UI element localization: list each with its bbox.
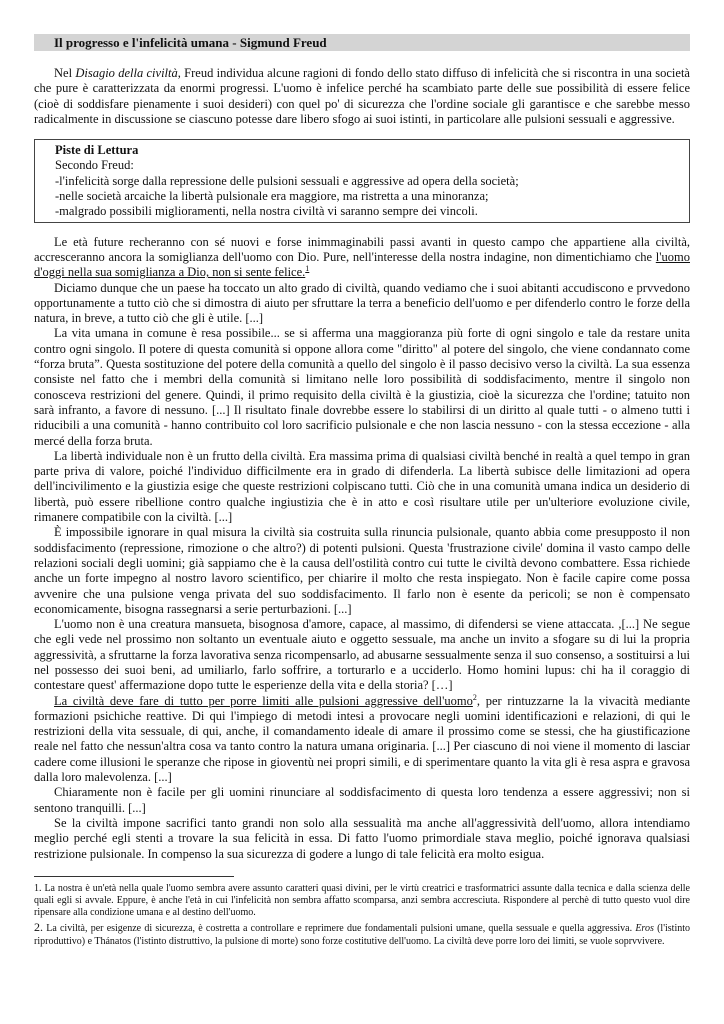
footnote-ref-2[interactable]: 2 xyxy=(472,692,477,702)
paragraph-text: Le età future recheranno con sé nuovi e forse inimmaginabili passi avanti in questo campo che appartiene alla civiltà, accresceranno ancora la somiglianza dell'uomo con Dio. Pure, nell'interesse della nostra indagine, non dimentichiamo che xyxy=(34,234,690,264)
body-paragraph-9: Se la civiltà impone sacrifici tanto grandi non solo alla sessualità ma anche all'aggressività dell'uomo, allora intendiamo meglio perché egli stenti a trovare la sua felicità in essa. Di fatto l'uomo primordiale stava meglio, poiché ignorava qualsiasi restrizione pulsionale. In compenso la sua sicurezza di godere a lungo di tale felicità era molto esigua. xyxy=(34,815,690,861)
footnote-1 xyxy=(34,883,690,920)
intro-pre: Nel xyxy=(54,66,76,80)
reading-guide-subtitle: Secondo Freud: xyxy=(55,158,134,173)
body-paragraph-6: L'uomo non è una creatura mansueta, bisognosa d'amore, capace, al massimo, di difendersi se viene attaccata. ,[...] Ne segue che egli vede nel prossimo non soltanto un eventuale aiuto e oggetto sessuale, ma anche un invito a sfogare su di lui la propria aggressività, a sfruttarne la forza lavorativa senza ricompensarlo, ad abusarne sessualmente senza il suo consenso, a sostituirsi a lui nel possesso dei suoi beni, ad umiliarlo, farlo soffrire, a torturarlo e a ucciderlo. Homo homini lupus: chi ha il coraggio di contestare quest' affermazione dopo tutte le esperienze della vita e della storia? […] xyxy=(34,617,690,693)
reading-guide-title: Piste di Lettura xyxy=(55,143,139,158)
footnote-text: (l'istinto riproduttivo) e Thánatos (l'istinto distruttivo, la pulsione di morte) sono forze costitutive dell'uomo. La civiltà deve porre loro dei limiti, se vuole soprvvivere. xyxy=(34,923,690,947)
paragraph-text: , per rintuzzarne la la vivacità mediante formazioni psichiche reattive. Di qui l'impiego di metodi intesi a provocare negli uomini identificazioni e relazioni, di qui le restrizioni della vita sessuale, di qui, anche, il comandamento ideale di amare il prossimo come se stessi, che ha giustificazione reale nel fatto che nessun'altra cosa va tanto contro la natura umana originaria. [...] Per ciascuno di noi viene il momento di lasciar cadere come illusioni le speranze che ripose in gioventù nei propri simili, e di sperimentare quanto la vita gli è resa aspra e gravosa dalla loro malevolenza. [...] xyxy=(34,693,690,785)
footnote-text: La civiltà, per esigenze di sicurezza, è costretta a controllare e reprimere due fondamentali pulsioni umane, quella sessuale e quella aggressiva. xyxy=(43,923,636,935)
intro-post: , Freud individua alcune ragioni di fondo dello stato diffuso di infelicità che si riscontra in una società che pure è caratterizzata da enormi progressi. L'uomo è infelice perché ha scambiato parte delle sue possibilità di essere felice (cioè di soddisfare pienamente i suoi desideri) con quel po' di sicurezza che l'ordine sociale gli garantisce e che sarebbe messo radicalmente in discussione se ciascuno potesse dare libero sfogo ai suoi istinti, in particolare alle pulsioni sessuali e aggressive. xyxy=(34,66,690,126)
reading-guide-box xyxy=(34,139,690,222)
reading-guide-item: -l'infelicità sorge dalla repressione delle pulsioni sessuali e aggressive ad opera della società; xyxy=(55,173,519,188)
underlined-quote-1: l'uomo d'oggi nella sua somiglianza a Dio, non si sente felice. xyxy=(34,249,690,280)
book-title: Disagio della civiltà xyxy=(75,66,178,80)
footnote-number: 2. xyxy=(34,920,43,935)
body-paragraph-2: Diciamo dunque che un paese ha toccato un alto grado di civiltà, quando vediamo che i suoi abitanti accudiscono e prvvedono opportunamente a tutto ciò che si dimostra di aiuto per sfruttare la terra a beneficio dell'uomo e per difenderlo contro le forze della natura, in breve, a tutto ciò che gli è utile. [...] xyxy=(34,280,690,326)
reading-guide-item: -malgrado possibili miglioramenti, nella nostra civiltà vi saranno sempre dei vincoli. xyxy=(55,204,478,219)
underlined-quote-2: La civiltà deve fare di tutto per porre limiti alle pulsioni aggressive dell'uomo xyxy=(54,693,473,708)
footnote-number: 1. xyxy=(34,882,42,894)
footnote-divider xyxy=(34,876,234,877)
reading-guide-item: -nelle società arcaiche la libertà pulsionale era maggiore, ma ristretta a una minoranza; xyxy=(55,189,489,204)
body-paragraph-1 xyxy=(34,235,690,281)
body-paragraph-7 xyxy=(34,694,690,786)
body-paragraph-3: La vita umana in comune è resa possibile... se si afferma una maggioranza più forte di ogni singolo e tale da restare unita contro ogni singolo. Il potere di questa comunità si oppone allora come "diritto" al potere del singolo, che viene condannato come “forza bruta”. Questa sostituzione del potere della comunità a quello del singolo è il passo decisivo verso la civiltà. La sua essenza consiste nel fatto che i membri della comunità si limitano nelle loro possibilità di soddisfacimento, mentre il singolo non conosceva restrizioni del genere. Quindi, il primo requisito della civiltà è la giustizia, cioè la sicurezza che l'ordine; tatuito non sarà infranto, a favore di nessuno. [...] Il risultato finale dovrebbe essere lo stabilirsi di un diritto al quale tutti - o almeno tutti i riducibili a una comunità - hanno contribuito col loro sacrificio pulsionale e che non lascia nessuno - con la stessa eccezione - alla mercé della forza bruta. xyxy=(34,326,690,448)
footnote-2 xyxy=(34,921,690,947)
footnote-text: La nostra è un'età nella quale l'uomo sembra avere assunto caratteri quasi divini, per le virtù creatrici e trasformatrici assunte dalla tecnica e dalla scienza delle quali egli si avvale. Eppure, è anche l'età in cui l'infelicità non sembra affatto scomparsa, anzi sembra accresciuta. Rispondere al perchè di tutto questo vuol dire ripensare alla condizione umana e al destino dell'uomo. xyxy=(34,882,690,919)
intro-paragraph xyxy=(34,66,690,127)
body-paragraph-4: La libertà individuale non è un frutto della civiltà. Era massima prima di qualsiasi civiltà benché in realtà a quel tempo in gran parte priva di valore, poiché l'individuo difficilmente era in grado di difenderla. La libertà subisce delle limitazioni ad opera dell'incivilimento e la giustizia esige che queste restrizioni colpiscano tutti. Ciò che in una comunità umana indica un desiderio di libertà, può essere ribellione contro qualche ingiustizia che è in atto e così risultare utile per un'ulteriore evoluzione civile, rimanere compatibile con la civiltà. [...] xyxy=(34,448,690,525)
body-paragraph-8: Chiaramente non è facile per gli uomini rinunciare al soddisfacimento di questa loro tendenza a essere aggressivi; non si sentono tranquilli. [...] xyxy=(34,785,690,815)
body-paragraph-5: È impossibile ignorare in qual misura la civiltà sia costruita sulla rinuncia pulsionale, quanto abbia come presupposto il non soddisfacimento (repressione, rimozione o che altro?) di potenti pulsioni. Questa 'frustrazione civile' domina il vasto campo delle relazioni sociali degli uomini; già sappiamo che è la causa dell'ostilità contro cui tutte le civiltà devono combattere. Essa richiede anche un forte impegno al nostro lavoro scientifico, per chiarire il molto che resta inspiegato. Non è facile capire come possa avvenire che una pulsione venga privata del suo soddisfacimento. Il farlo non è esente da pericoli; se non è compensato economicamente, bisogna rassegnarsi a serie perturbazioni. [...] xyxy=(34,525,690,616)
page-title: Il progresso e l'infelicità umana - Sigmund Freud xyxy=(34,34,690,51)
footnote-ref-1[interactable]: 1 xyxy=(305,264,310,274)
footnote-emphasis: Eros xyxy=(635,923,654,935)
